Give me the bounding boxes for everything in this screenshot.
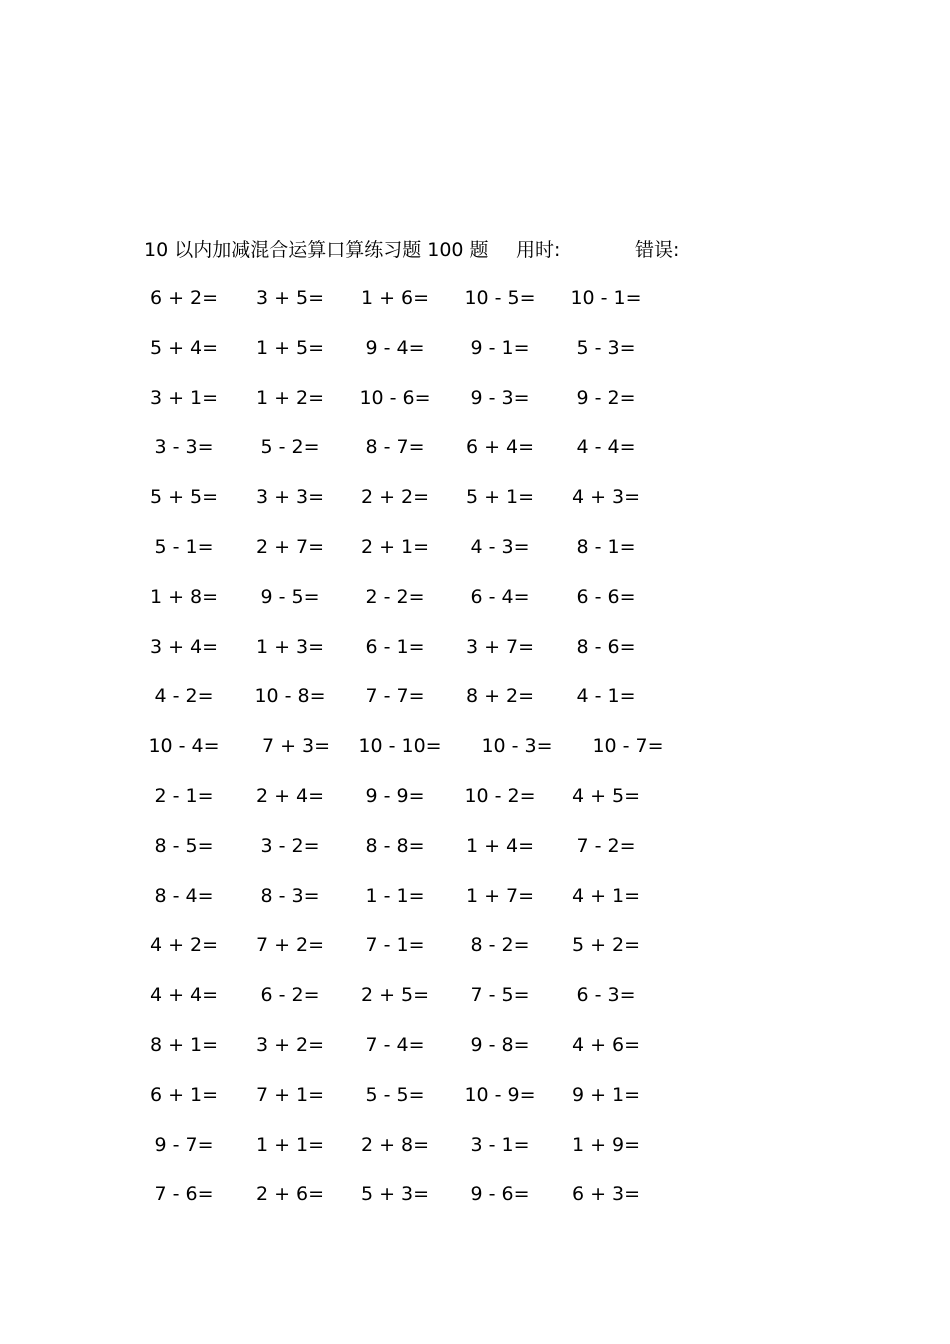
math-problem: 4 - 2= <box>154 685 214 708</box>
math-problem: 1 + 6= <box>360 287 430 309</box>
math-problem: 10 - 1= <box>570 287 642 309</box>
math-problem: 1 + 2= <box>255 386 325 409</box>
math-problem: 10 - 8= <box>254 685 326 708</box>
math-problem: 8 - 7= <box>365 436 425 459</box>
math-problem: 1 + 7= <box>465 884 535 907</box>
math-problem: 2 + 6= <box>255 1183 325 1206</box>
math-problem: 4 - 4= <box>576 436 636 459</box>
math-problem: 4 + 2= <box>149 934 219 957</box>
math-problem: 1 + 5= <box>255 336 325 359</box>
math-problem: 10 - 2= <box>464 784 536 807</box>
math-problem: 8 - 5= <box>154 834 214 857</box>
math-problem: 8 + 1= <box>149 1033 219 1056</box>
math-problem: 10 - 4= <box>148 735 220 758</box>
math-problem: 7 + 3= <box>261 735 331 758</box>
math-problem: 3 + 7= <box>465 635 535 658</box>
math-problem: 5 + 5= <box>149 486 219 509</box>
math-problem: 8 - 2= <box>470 934 530 957</box>
math-problem: 1 + 8= <box>149 585 219 608</box>
math-problem: 5 + 3= <box>360 1183 430 1206</box>
problem-row <box>0 1178 950 1228</box>
problem-grid <box>0 282 950 1228</box>
math-problem: 9 - 5= <box>260 585 320 608</box>
math-problem: 6 - 4= <box>470 585 530 608</box>
problem-row <box>0 282 950 332</box>
math-problem: 8 - 3= <box>260 884 320 907</box>
math-problem: 2 + 5= <box>360 984 430 1007</box>
math-problem: 2 - 2= <box>365 585 425 608</box>
math-problem: 6 + 1= <box>149 1083 219 1106</box>
math-problem: 9 - 8= <box>470 1033 530 1056</box>
math-problem: 1 + 3= <box>255 635 325 658</box>
math-problem: 10 - 9= <box>464 1083 536 1106</box>
math-problem: 4 - 3= <box>470 535 530 558</box>
problem-row <box>0 531 950 581</box>
math-problem: 4 + 5= <box>571 784 641 807</box>
math-problem: 8 - 1= <box>576 535 636 558</box>
math-problem: 10 - 7= <box>592 735 664 758</box>
math-problem: 3 - 2= <box>260 834 320 857</box>
math-problem: 10 - 10= <box>358 735 442 758</box>
problem-row <box>0 979 950 1029</box>
problem-row <box>0 680 950 730</box>
math-problem: 2 + 7= <box>255 535 325 558</box>
problem-row <box>0 581 950 631</box>
math-problem: 6 - 2= <box>260 984 320 1007</box>
math-problem: 3 - 1= <box>470 1133 530 1156</box>
math-problem: 7 - 7= <box>365 685 425 708</box>
math-problem: 5 + 4= <box>149 336 219 359</box>
math-problem: 9 - 7= <box>154 1133 214 1156</box>
math-problem: 7 - 1= <box>365 934 425 957</box>
math-problem: 8 - 4= <box>154 884 214 907</box>
problem-row <box>0 481 950 531</box>
worksheet-header <box>144 236 844 264</box>
problem-row <box>0 880 950 930</box>
math-problem: 6 - 3= <box>576 984 636 1007</box>
math-problem: 6 + 2= <box>149 287 219 309</box>
math-problem: 2 + 1= <box>360 535 430 558</box>
math-problem: 5 + 1= <box>465 486 535 509</box>
math-problem: 7 - 5= <box>470 984 530 1007</box>
problem-row <box>0 1029 950 1079</box>
math-problem: 2 + 4= <box>255 784 325 807</box>
math-problem: 7 - 6= <box>154 1183 214 1206</box>
problem-row <box>0 332 950 382</box>
math-problem: 6 + 4= <box>465 436 535 459</box>
math-problem: 8 - 8= <box>365 834 425 857</box>
math-problem: 9 + 1= <box>571 1083 641 1106</box>
math-problem: 5 - 5= <box>365 1083 425 1106</box>
math-problem: 9 - 2= <box>576 386 636 409</box>
math-problem: 5 + 2= <box>571 934 641 957</box>
problem-row <box>0 382 950 432</box>
math-problem: 10 - 5= <box>464 287 536 309</box>
math-problem: 1 + 9= <box>571 1133 641 1156</box>
math-problem: 10 - 3= <box>481 735 553 758</box>
math-problem: 2 - 1= <box>154 784 214 807</box>
math-problem: 6 + 3= <box>571 1183 641 1206</box>
math-problem: 4 + 6= <box>571 1033 641 1056</box>
math-problem: 5 - 2= <box>260 436 320 459</box>
math-problem: 5 - 1= <box>154 535 214 558</box>
math-problem: 9 - 6= <box>470 1183 530 1206</box>
problem-row <box>0 780 950 830</box>
math-problem: 9 - 1= <box>470 336 530 359</box>
math-problem: 1 + 4= <box>465 834 535 857</box>
math-problem: 3 + 4= <box>149 635 219 658</box>
math-problem: 8 + 2= <box>465 685 535 708</box>
math-problem: 3 + 1= <box>149 386 219 409</box>
problem-row <box>0 431 950 481</box>
math-problem: 2 + 8= <box>360 1133 430 1156</box>
math-problem: 7 + 1= <box>255 1083 325 1106</box>
math-problem: 8 - 6= <box>576 635 636 658</box>
math-problem: 3 + 5= <box>255 287 325 309</box>
error-label: 错误: <box>635 239 680 261</box>
math-problem: 3 + 3= <box>255 486 325 509</box>
worksheet-title: 10 以内加减混合运算口算练习题 100 题 <box>144 239 489 261</box>
math-problem: 4 - 1= <box>576 685 636 708</box>
problem-row <box>0 830 950 880</box>
math-problem: 1 - 1= <box>365 884 425 907</box>
math-problem: 3 + 2= <box>255 1033 325 1056</box>
math-problem: 6 - 6= <box>576 585 636 608</box>
math-problem: 3 - 3= <box>154 436 214 459</box>
math-problem: 4 + 1= <box>571 884 641 907</box>
math-problem: 7 + 2= <box>255 934 325 957</box>
time-label: 用时: <box>516 239 561 261</box>
math-problem: 7 - 4= <box>365 1033 425 1056</box>
math-problem: 9 - 4= <box>365 336 425 359</box>
problem-row <box>0 929 950 979</box>
math-problem: 9 - 9= <box>365 784 425 807</box>
problem-row <box>0 730 950 780</box>
problem-row <box>0 631 950 681</box>
math-problem: 4 + 4= <box>149 984 219 1007</box>
math-problem: 1 + 1= <box>255 1133 325 1156</box>
math-problem: 2 + 2= <box>360 486 430 509</box>
math-problem: 9 - 3= <box>470 386 530 409</box>
math-problem: 5 - 3= <box>576 336 636 359</box>
problem-row <box>0 1079 950 1129</box>
math-problem: 10 - 6= <box>359 386 431 409</box>
math-problem: 4 + 3= <box>571 486 641 509</box>
problem-row <box>0 1129 950 1179</box>
math-problem: 7 - 2= <box>576 834 636 857</box>
math-problem: 6 - 1= <box>365 635 425 658</box>
